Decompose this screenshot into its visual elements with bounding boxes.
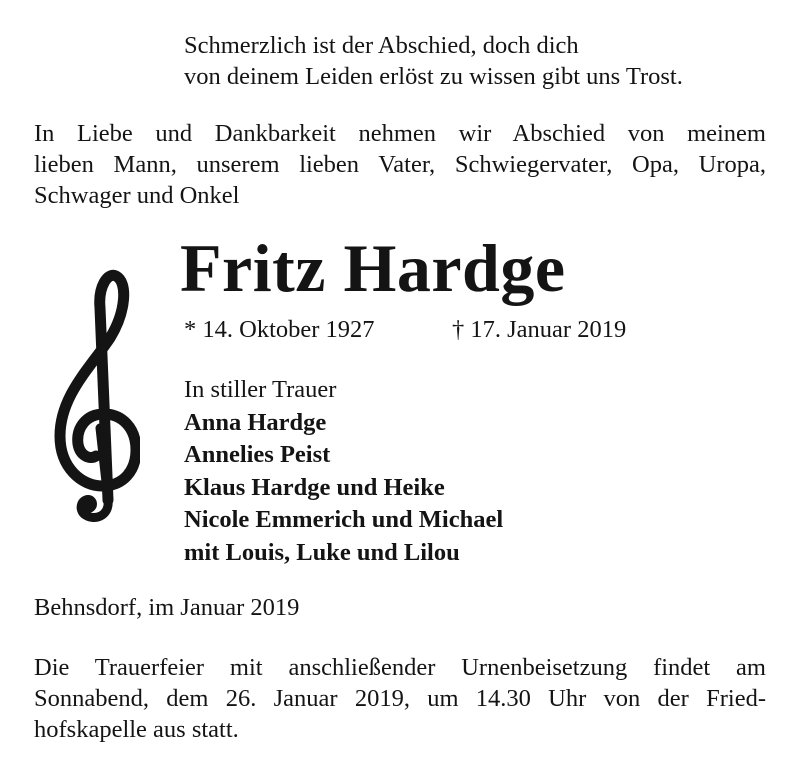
treble-clef-icon [50,268,140,523]
mourner-name: Nicole Emmerich und Michael [184,506,504,533]
mourner-name: Annelies Peist [184,441,331,468]
birth-date: * 14. Oktober 1927 [184,316,375,343]
motto-verse [184,30,683,92]
deceased-name: Fritz Hardge [180,230,566,306]
life-dates [184,314,627,345]
intro-line-1: In Liebe und Dankbarkeit nehmen wir Abschied von meinem [34,120,766,147]
funeral-line-3: hofskapelle aus statt. [34,716,239,743]
funeral-notice [34,652,766,745]
funeral-line-2: Sonnabend, dem 26. Januar 2019, um 14.30 Uhr von der Fried- [34,685,766,712]
intro-line-2: lieben Mann, unserem lieben Vater, Schwiegervater, Opa, Uropa, [34,151,766,178]
funeral-line-1: Die Trauerfeier mit anschließender Urnenbeisetzung findet am [34,654,766,681]
place-and-date: Behnsdorf, im Januar 2019 [34,594,300,621]
mourner-name: mit Louis, Luke und Lilou [184,538,460,566]
mourners-block [184,374,503,569]
mourner-name: Klaus Hardge und Heike [184,473,445,501]
motto-line-1: Schmerzlich ist der Abschied, doch dich [184,32,579,59]
death-date: † 17. Januar 2019 [452,316,627,343]
mourning-phrase: In stiller Trauer [184,376,337,403]
motto-line-2: von deinem Leiden erlöst zu wissen gibt uns Trost. [184,63,683,90]
mourner-name: Anna Hardge [184,408,327,436]
intro-line-3: Schwager und Onkel [34,182,240,209]
intro-text [34,118,766,211]
